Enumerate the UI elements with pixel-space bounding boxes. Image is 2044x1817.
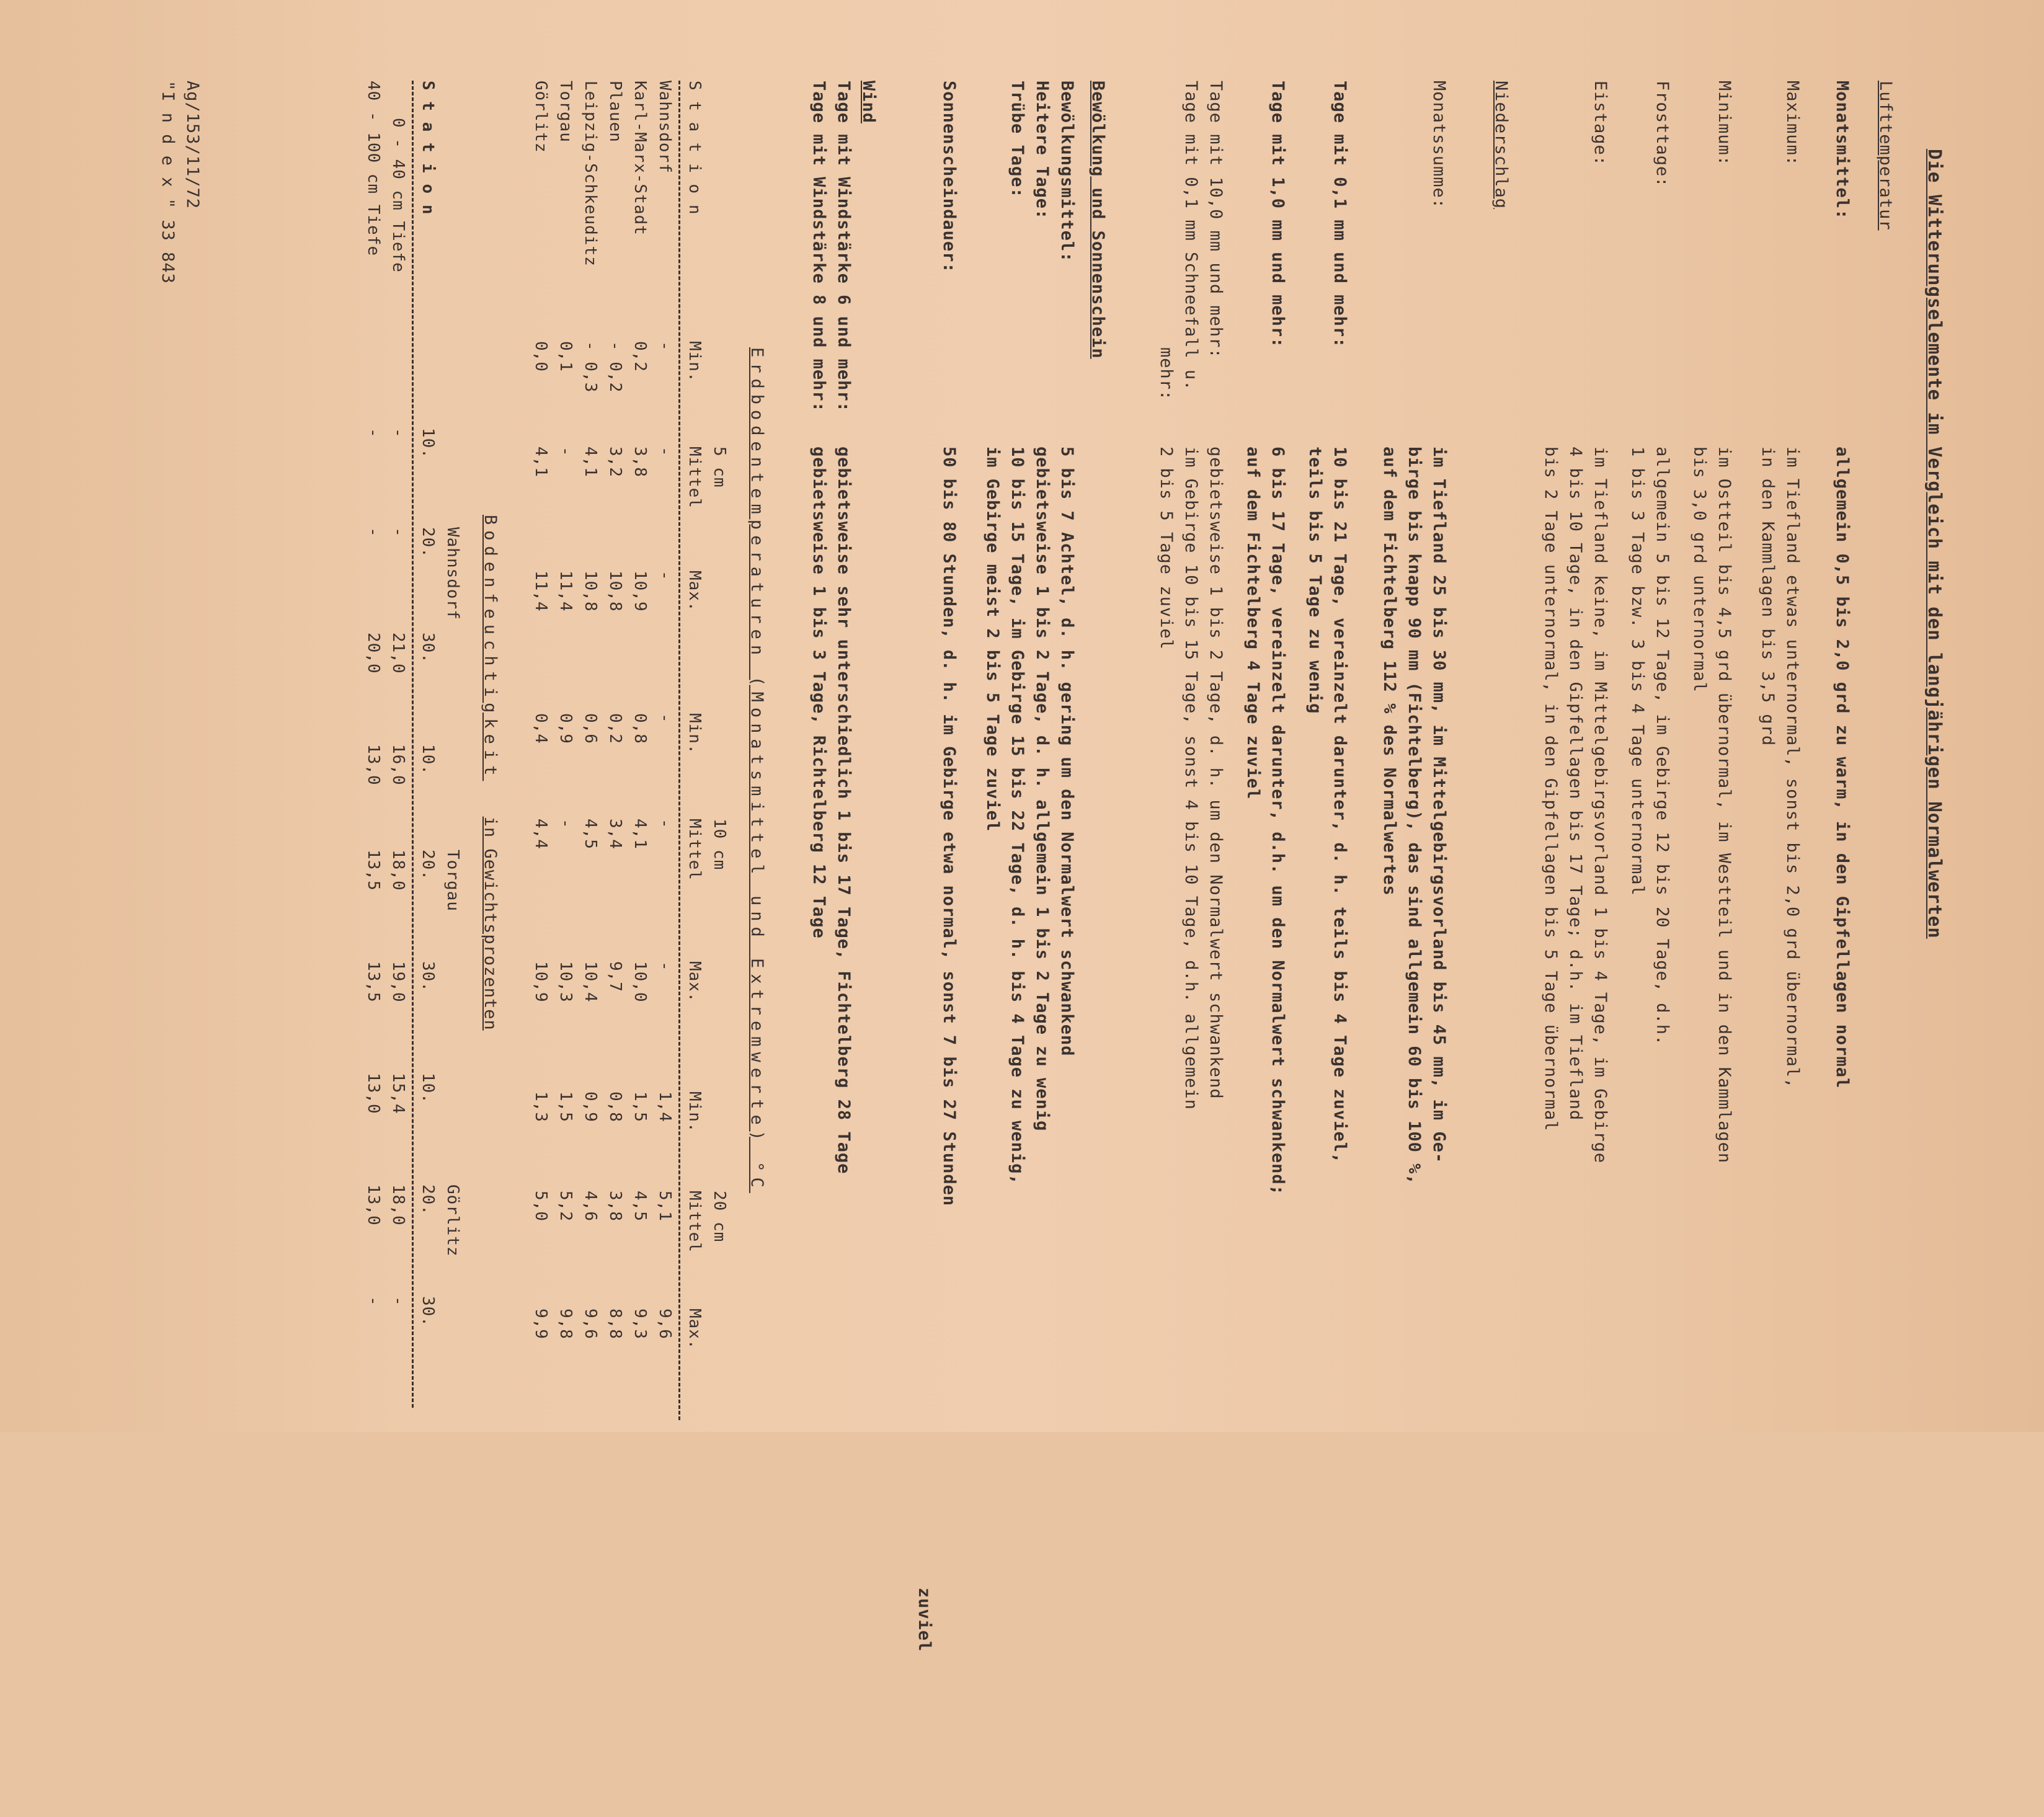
document-page [87, 81, 1947, 1652]
depth-header-row [707, 81, 732, 1420]
table-cell: 4,5 [581, 819, 600, 850]
depth-label: 5 cm [710, 446, 729, 488]
table-cell: 10,9 [531, 961, 550, 1003]
bodenfeuchtigkeit-table-wrap [361, 81, 465, 1817]
table-cell: - [655, 446, 674, 457]
column-header: 30. [419, 1296, 437, 1327]
section-heading: Wind [859, 81, 878, 124]
table-cell: 11,4 [531, 571, 550, 612]
row-label: Tage mit Windstärke 8 und mehr: [809, 81, 829, 412]
row-text: bis 3,0 grd unternormal [1690, 446, 1709, 693]
table-cell: 13,0 [364, 1073, 383, 1114]
table-cell: - [364, 527, 383, 538]
table-cell: - [364, 428, 383, 438]
table-cell: 4,6 [581, 1191, 600, 1222]
dashed-rule [679, 81, 681, 1420]
row-label: Bewölkungsmittel: [1057, 81, 1077, 263]
column-header: S t a t i o n [685, 81, 704, 215]
row-label: Tage mit 0,1 mm Schneefall u. [1181, 81, 1201, 391]
table-header-row [682, 81, 707, 1420]
section-heading-suffix: in Gewichtsprozenten [481, 816, 500, 1031]
station-group-label: Wahnsdorf [443, 527, 462, 620]
station-name: Plauen [606, 81, 624, 143]
table-cell: 0,6 [581, 713, 600, 744]
table-cell: - [364, 1296, 383, 1307]
depth-label: 20 cm [710, 1191, 729, 1243]
row-label: Tage mit 1,0 mm und mehr: [1268, 81, 1287, 349]
row-text: im Ostteil bis 4,5 grd übernormal, im Westteil und in den Kammlagen [1715, 446, 1734, 1164]
table-cell: 0,8 [606, 1091, 624, 1122]
table-cell: 1,5 [556, 1091, 575, 1122]
row-label: Monatssumme: [1429, 81, 1449, 210]
table-cell: 4,4 [531, 819, 550, 850]
column-header: Max. [685, 571, 704, 612]
table-cell: - [556, 446, 575, 457]
column-header: Min. [685, 341, 704, 383]
row-text: im Tiefland 25 bis 30 mm, im Mittelgebirgsvorland bis 45 mm, im Ge- [1429, 446, 1449, 1164]
row-text: in den Kammlagen bis 3,5 grd [1758, 446, 1777, 747]
footer [155, 81, 205, 284]
row-text: 2 bis 5 Tage zuviel [1157, 446, 1176, 650]
column-header: Max. [685, 1308, 704, 1350]
row-text: 4 bis 10 Tage, in den Gipfellagen bis 17 Tage; d.h. im Tiefland [1566, 446, 1585, 1121]
row-text: 10 bis 15 Tage, im Gebirge 15 bis 22 Tage, d. h. bis 4 Tage zu wenig, [1008, 446, 1027, 1185]
section-heading: Niederschlag [1491, 81, 1511, 210]
row-text: 1 bis 3 Tage bzw. 3 bis 4 Tage unternormal [1628, 446, 1647, 896]
footer-index: "I n d e x " 33 843 [158, 81, 177, 284]
row-text: teils bis 5 Tage zu wenig [1305, 446, 1325, 714]
bodenfeuchtigkeit-table [361, 81, 465, 1408]
dashed-rule [412, 81, 414, 1408]
table-cell: - [655, 961, 674, 972]
table-cell: - 0,3 [581, 341, 600, 393]
row-text: im Tiefland etwas unternormal, sonst bis 2,0 grd übernormal, [1783, 446, 1802, 1089]
table-cell: 0,1 [556, 341, 575, 372]
column-header: 30. [419, 633, 437, 664]
section-heading: Erdbodentemperaturen (Monatsmittel und Extremwerte) °C [747, 347, 766, 1193]
column-header: 20. [419, 1184, 437, 1215]
column-header: 10. [419, 428, 437, 459]
table-cell: 1,4 [655, 1091, 674, 1122]
column-header: 20. [419, 850, 437, 881]
table-cell: 4,1 [631, 819, 649, 850]
column-header: 20. [419, 527, 437, 558]
table-cell: 8,8 [606, 1308, 624, 1339]
table-cell: 3,2 [606, 446, 624, 478]
row-text: im Gebirge meist 2 bis 5 Tage zuviel [983, 446, 1002, 832]
row-label: Tage mit Windstärke 6 und mehr: [834, 81, 853, 412]
column-header: Max. [685, 961, 704, 1003]
row-label: Sonnenscheindauer: [940, 81, 959, 273]
row-text: gebietsweise 1 bis 2 Tage, d. h. allgemein 1 bis 2 Tage zu wenig [1033, 446, 1052, 1132]
table-cell: 9,9 [531, 1308, 550, 1339]
column-header: 10. [419, 744, 437, 775]
column-header: S t a t i o n [419, 81, 437, 215]
table-cell: 3,8 [631, 446, 649, 478]
column-header: Min. [685, 1091, 704, 1133]
row-text: bis 2 Tage unternormal, in den Gipfellagen bis 5 Tage übernormal [1541, 446, 1560, 1132]
table-cell: 0,8 [631, 713, 649, 744]
table-cell: 10,9 [631, 571, 649, 612]
page-title: Die Witterungselemente im Vergleich mit den langjährigen Normalwerten [1924, 149, 1945, 939]
table-cell: 19,0 [389, 961, 407, 1003]
table-cell: 15,4 [389, 1073, 407, 1114]
row-text: gebietsweise 1 bis 3 Tage, Richtelberg 12 Tage [809, 446, 829, 939]
table-cell: 9,3 [631, 1308, 649, 1339]
table-cell: 10,4 [581, 961, 600, 1003]
depth-label: 0 - 40 cm Tiefe [389, 118, 407, 273]
table-cell: 16,0 [389, 744, 407, 786]
table-row [578, 81, 603, 1420]
table-cell: 5,2 [556, 1191, 575, 1222]
column-header: Min. [685, 713, 704, 755]
table-cell: 13,0 [364, 1184, 383, 1226]
table-cell: 9,7 [606, 961, 624, 992]
table-cell: 10,3 [556, 961, 575, 1003]
row-label: Tage mit 0,1 mm und mehr: [1330, 81, 1349, 349]
table-cell: 0,0 [531, 341, 550, 372]
row-text: gebietsweise sehr unterschiedlich 1 bis 17 Tage, Fichtelberg 28 Tage [834, 446, 853, 1175]
table-row [361, 81, 386, 1408]
table-cell: 0,2 [631, 341, 649, 372]
table-cell: 20,0 [364, 633, 383, 674]
table-cell: 3,8 [606, 1191, 624, 1222]
station-group-label: Görlitz [443, 1184, 462, 1257]
row-text: birge bis knapp 90 mm (Fichtelberg), das sind allgemein 60 bis 100 %, [1405, 446, 1424, 1185]
table-cell: 4,5 [631, 1191, 649, 1222]
row-label: Heitere Tage: [1033, 81, 1052, 220]
row-text: gebietsweise 1 bis 2 Tage, d. h. um den Normalwert schwankend [1206, 446, 1225, 1100]
column-header: 10. [419, 1073, 437, 1104]
table-row [628, 81, 652, 1420]
table-cell: 4,1 [531, 446, 550, 478]
footer-reference: Ag/153/11/72 [183, 81, 202, 210]
table-cell: 13,5 [364, 850, 383, 891]
table-cell: - [655, 819, 674, 829]
row-label: Monatsmittel: [1833, 81, 1852, 220]
table-cell: - [389, 527, 407, 538]
table-cell: 1,5 [631, 1091, 649, 1122]
table-cell: 9,6 [655, 1308, 674, 1339]
table-row [553, 81, 578, 1420]
table-cell: 5,0 [531, 1191, 550, 1222]
table-cell: - 0,2 [606, 341, 624, 393]
station-name: Torgau [556, 81, 575, 143]
erdboden-table-wrap [528, 81, 732, 1817]
row-text: 50 bis 80 Stunden, d. h. im Gebirge etwa normal, sonst 7 bis 27 Stunden [940, 446, 959, 1207]
station-header-row [440, 81, 465, 1408]
table-cell: - [389, 1296, 407, 1307]
column-header: Mittel [685, 819, 704, 881]
row-text: 6 bis 17 Tage, vereinzelt darunter, d.h. um den Normalwert schwankend; [1268, 446, 1287, 1196]
table-cell: 10,8 [606, 571, 624, 612]
column-header: Mittel [685, 446, 704, 509]
row-label: Frosttage: [1653, 81, 1672, 188]
table-cell: - [655, 341, 674, 352]
table-header-row [415, 81, 440, 1408]
table-cell: 0,2 [606, 713, 624, 744]
table-cell: 21,0 [389, 633, 407, 674]
table-cell: 3,4 [606, 819, 624, 850]
row-text: zuviel [915, 1588, 934, 1652]
station-name: Karl-Marx-Stadt [631, 81, 649, 236]
row-label: Trübe Tage: [1008, 81, 1027, 198]
row-text: im Gebirge 10 bis 15 Tage, sonst 4 bis 10 Tage, d.h. allgemein [1181, 446, 1201, 1110]
table-cell: 0,9 [556, 713, 575, 744]
table-cell: 5,1 [655, 1191, 674, 1222]
row-label: Maximum: [1783, 81, 1802, 167]
table-cell: 9,6 [581, 1308, 600, 1339]
row-label: Tage mit 10,0 mm und mehr: [1206, 81, 1225, 359]
row-text: 5 bis 7 Achtel, d. h. gering um den Normalwert schwankend [1057, 446, 1077, 1057]
table-cell: 9,8 [556, 1308, 575, 1339]
row-text: allgemein 0,5 bis 2,0 grd zu warm, in den Gipfellagen normal [1833, 446, 1852, 1089]
section-heading: Bodenfeuchtigkeit [481, 515, 500, 781]
column-header: 30. [419, 961, 437, 992]
table-cell: 13,5 [364, 961, 383, 1003]
table-cell: 4,1 [581, 446, 600, 478]
station-group-label: Torgau [443, 850, 462, 912]
row-text: 10 bis 21 Tage, vereinzelt darunter, d. h. teils bis 4 Tage zuviel, [1330, 446, 1349, 1164]
table-cell: - [655, 571, 674, 581]
table-row [652, 81, 677, 1420]
erdboden-table [528, 81, 732, 1420]
table-row [603, 81, 628, 1420]
table-row [386, 81, 411, 1408]
table-row [528, 81, 553, 1420]
table-cell: 10,8 [581, 571, 600, 612]
row-label: Eistage: [1591, 81, 1610, 167]
station-name: Leipzig-Schkeuditz [581, 81, 600, 267]
table-cell: 0,9 [581, 1091, 600, 1122]
row-label: Minimum: [1715, 81, 1734, 167]
column-header: Mittel [685, 1191, 704, 1253]
depth-label: 10 cm [710, 819, 729, 871]
table-cell: 18,0 [389, 850, 407, 891]
row-label-continued: mehr: [1157, 347, 1176, 401]
table-cell: - [655, 713, 674, 724]
table-cell: 18,0 [389, 1184, 407, 1226]
table-cell: - [556, 819, 575, 829]
table-cell: 10,0 [631, 961, 649, 1003]
row-text: auf dem Fichtelberg 4 Tage zuviel [1243, 446, 1263, 800]
row-text: im Tiefland keine, im Mittelgebirgsvorland 1 bis 4 Tage, im Gebirge [1591, 446, 1610, 1164]
table-cell: 0,4 [531, 713, 550, 744]
station-name: Görlitz [531, 81, 550, 153]
section-heading: Bewölkung und Sonnenschein [1088, 81, 1108, 359]
table-cell: 1,3 [531, 1091, 550, 1122]
section-heading: Lufttemperatur [1876, 81, 1895, 231]
row-text: auf dem Fichtelberg 112 % des Normalwertes [1380, 446, 1399, 896]
depth-label: 40 - 100 cm Tiefe [364, 81, 383, 257]
table-cell: 13,0 [364, 744, 383, 786]
row-text: allgemein 5 bis 12 Tage, im Gebirge 12 bis 20 Tage, d.h. [1653, 446, 1672, 1046]
table-cell: - [389, 428, 407, 438]
station-name: Wahnsdorf [655, 81, 674, 174]
table-cell: 11,4 [556, 571, 575, 612]
